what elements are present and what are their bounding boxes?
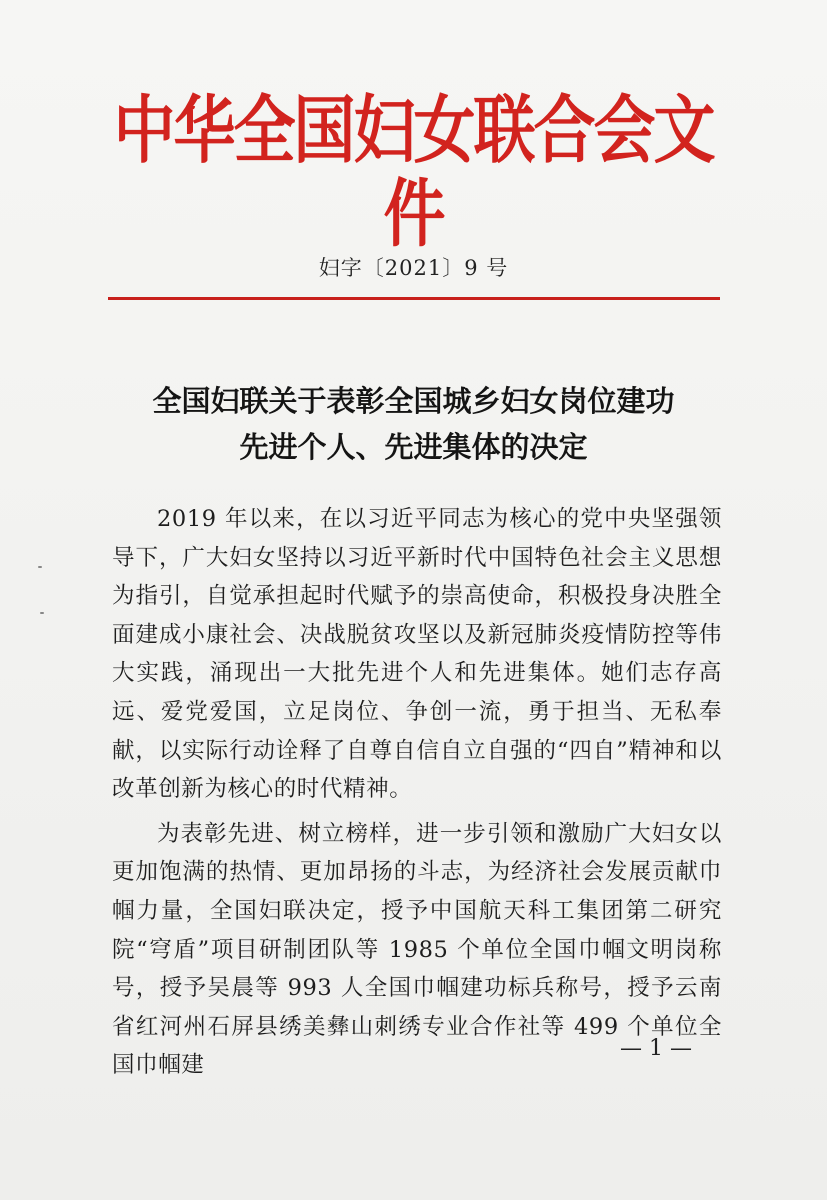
- document-title: [60, 378, 767, 470]
- document-masthead: 中华全国妇女联合会文件: [113, 86, 714, 258]
- title-line-1: 全国妇联关于表彰全国城乡妇女岗位建功: [152, 384, 675, 418]
- scan-speck: [40, 612, 44, 614]
- page-number: — 1 —: [620, 1036, 692, 1061]
- body-paragraph-2: 为表彰先进、树立榜样，进一步引领和激励广大妇女以更加饱满的热情、更加昂扬的斗志，为经济社会发展贡献巾帼力量，全国妇联决定，授予中国航天科工集团第二研究院“穹盾”项目研制团队等 1985 个单位全国巾帼文明岗称号，授予吴晨等 993 人全国巾帼建功标兵称号，授予云南省红河州石屏县绣美彝山刺绣专业合作社等 499 个单位全国巾帼建: [112, 820, 722, 1079]
- body-paragraph-1: 2019 年以来，在以习近平同志为核心的党中央坚强领导下，广大妇女坚持以习近平新时代中国特色社会主义思想为指引，自觉承担起时代赋予的崇高使命，积极投身决胜全面建成小康社会、决战脱贫攻坚以及新冠肺炎疫情防控等伟大实践，涌现出一大批先进个人和先进集体。她们志存高远、爱党爱国，立足岗位、争创一流，勇于担当、无私奉献，以实际行动诠释了自尊自信自立自强的“四自”精神和以改革创新为核心的时代精神。: [112, 506, 722, 803]
- red-divider-line: [108, 297, 720, 300]
- document-number: 妇字〔2021〕9 号: [318, 256, 509, 280]
- title-line-2: 先进个人、先进集体的决定: [239, 430, 588, 464]
- scan-speck: [38, 566, 42, 568]
- document-body: [112, 500, 722, 1091]
